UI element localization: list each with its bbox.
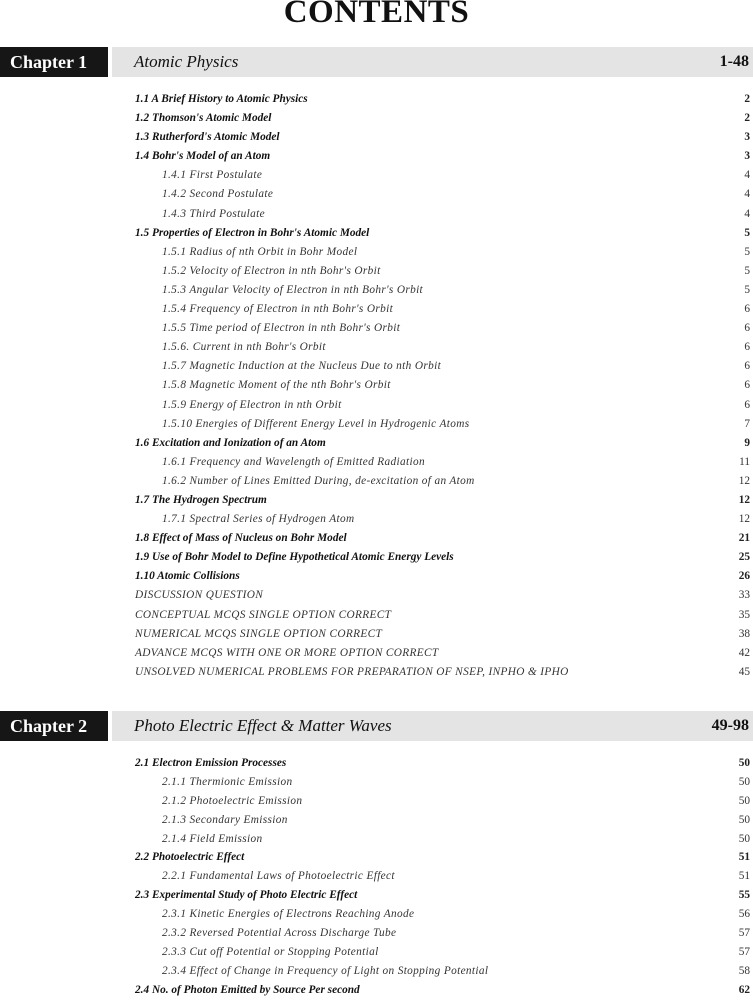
toc-entry bbox=[0, 493, 753, 512]
toc-subentry bbox=[0, 321, 753, 340]
toc-page-number: 7 bbox=[744, 417, 750, 430]
toc-entry-title: 1.5.9 Energy of Electron in nth Orbit bbox=[162, 398, 342, 411]
toc-entry-title: 2.2.1 Fundamental Laws of Photoelectric Effect bbox=[162, 870, 395, 883]
toc-page-number: 2 bbox=[744, 93, 750, 105]
toc-entry bbox=[0, 92, 753, 111]
toc-entry-title: 2.3.4 Effect of Change in Frequency of Light on Stopping Potential bbox=[162, 964, 489, 977]
toc-page-number: 4 bbox=[744, 188, 750, 201]
chapter-page-range: 49-98 bbox=[711, 717, 749, 734]
toc-page-number: 4 bbox=[744, 169, 750, 182]
toc-entry-title: 1.7 The Hydrogen Spectrum bbox=[135, 493, 267, 506]
chapter-section bbox=[0, 711, 753, 1002]
chapter-header bbox=[0, 711, 753, 741]
toc-entry bbox=[0, 608, 753, 627]
toc-subentry bbox=[0, 832, 753, 851]
toc-entry-title: 1.8 Effect of Mass of Nucleus on Bohr Model bbox=[135, 532, 347, 545]
toc-page-number: 3 bbox=[744, 131, 750, 144]
toc-subentry bbox=[0, 794, 753, 813]
toc-entry-title: NUMERICAL MCQS SINGLE OPTION CORRECT bbox=[135, 627, 383, 640]
toc-entry bbox=[0, 850, 753, 869]
toc-page-number: 58 bbox=[738, 964, 750, 977]
toc-subentry bbox=[0, 168, 753, 187]
chapter-title: Photo Electric Effect & Matter Waves bbox=[134, 716, 392, 735]
toc-subentry bbox=[0, 474, 753, 493]
toc-subentry bbox=[0, 417, 753, 436]
toc-page-number: 42 bbox=[738, 646, 750, 659]
toc-page-number: 5 bbox=[744, 245, 750, 258]
toc-entry-title: 1.6 Excitation and Ionization of an Atom bbox=[135, 436, 326, 449]
toc-page-number: 51 bbox=[738, 851, 750, 864]
toc-subentry bbox=[0, 869, 753, 888]
toc-entry-title: 1.4.1 First Postulate bbox=[162, 169, 263, 182]
toc-entry-title: 1.5.8 Magnetic Moment of the nth Bohr's Orbit bbox=[162, 379, 391, 392]
toc-page-number: 50 bbox=[738, 775, 750, 788]
toc-page-number: 56 bbox=[738, 908, 750, 921]
toc-entry bbox=[0, 130, 753, 149]
toc-entry-title: 2.3.1 Kinetic Energies of Electrons Reaching Anode bbox=[162, 908, 415, 921]
toc-entry-title: 1.5.1 Radius of nth Orbit in Bohr Model bbox=[162, 245, 358, 258]
toc-entry bbox=[0, 665, 753, 684]
toc-page-number: 50 bbox=[738, 813, 750, 826]
toc-page-number: 5 bbox=[744, 264, 750, 277]
toc-entry bbox=[0, 550, 753, 569]
toc-entry-title: DISCUSSION QUESTION bbox=[135, 589, 264, 602]
toc-entry bbox=[0, 436, 753, 455]
toc-page-number: 45 bbox=[738, 665, 750, 678]
toc-page-number: 57 bbox=[738, 927, 750, 940]
toc-subentry bbox=[0, 926, 753, 945]
toc-entry-title: 1.9 Use of Bohr Model to Define Hypothetical Atomic Energy Levels bbox=[135, 551, 454, 564]
toc-page-number: 4 bbox=[744, 207, 750, 220]
toc-page-number: 57 bbox=[738, 945, 750, 958]
toc-entry-title: 2.3.2 Reversed Potential Across Discharge Tube bbox=[162, 927, 397, 940]
toc-entry-title: 2.1.3 Secondary Emission bbox=[162, 813, 288, 826]
toc-entry-title: 2.4 No. of Photon Emitted by Source Per second bbox=[135, 983, 360, 996]
toc-page-number: 6 bbox=[744, 360, 750, 373]
toc-entry-title: 1.4.3 Third Postulate bbox=[162, 207, 265, 220]
toc-subentry bbox=[0, 398, 753, 417]
toc-entry-title: 2.1 Electron Emission Processes bbox=[135, 757, 287, 769]
toc-entry-title: 2.3 Experimental Study of Photo Electric Effect bbox=[135, 889, 358, 902]
toc-subentry bbox=[0, 207, 753, 226]
toc-entry-title: 1.4.2 Second Postulate bbox=[162, 188, 274, 201]
toc-entry-title: 1.10 Atomic Collisions bbox=[135, 570, 240, 583]
chapter-title-band bbox=[112, 47, 753, 77]
toc-entry bbox=[0, 149, 753, 168]
toc-entry bbox=[0, 531, 753, 550]
toc-page-number: 50 bbox=[738, 757, 750, 769]
toc-entry bbox=[0, 569, 753, 588]
toc-entry-title: 1.4 Bohr's Model of an Atom bbox=[135, 150, 271, 163]
toc-entry-title: 1.7.1 Spectral Series of Hydrogen Atom bbox=[162, 513, 355, 526]
toc-entry-title: 2.1.1 Thermionic Emission bbox=[162, 775, 293, 788]
toc-entries bbox=[0, 92, 753, 684]
toc-entry-title: 1.5.5 Time period of Electron in nth Bohr's Orbit bbox=[162, 322, 401, 335]
toc-page-number: 25 bbox=[738, 551, 750, 564]
toc-subentry bbox=[0, 455, 753, 474]
toc-subentry bbox=[0, 187, 753, 206]
toc-page-number: 50 bbox=[738, 794, 750, 807]
toc-entry-title: 1.5.4 Frequency of Electron in nth Bohr's Orbit bbox=[162, 303, 394, 316]
toc-entries bbox=[0, 756, 753, 1002]
toc-entry-title: 2.1.4 Field Emission bbox=[162, 832, 263, 845]
toc-page-number: 2 bbox=[744, 112, 750, 125]
toc-subentry bbox=[0, 283, 753, 302]
toc-entry-title: 1.3 Rutherford's Atomic Model bbox=[135, 131, 280, 144]
toc-entry bbox=[0, 226, 753, 245]
toc-subentry bbox=[0, 340, 753, 359]
toc-subentry bbox=[0, 907, 753, 926]
toc-entry bbox=[0, 646, 753, 665]
toc-entry bbox=[0, 983, 753, 1002]
toc-entry bbox=[0, 888, 753, 907]
chapter-title-band bbox=[112, 711, 753, 741]
chapter-label: Chapter 1 bbox=[0, 47, 108, 77]
chapter-title: Atomic Physics bbox=[134, 52, 239, 71]
toc-subentry bbox=[0, 359, 753, 378]
toc-entry-title: 1.2 Thomson's Atomic Model bbox=[135, 112, 272, 125]
toc-page-number: 26 bbox=[738, 570, 750, 583]
toc-entry-title: 2.2 Photoelectric Effect bbox=[135, 851, 245, 864]
toc-entry-title: 2.3.3 Cut off Potential or Stopping Potential bbox=[162, 945, 379, 958]
toc-entry bbox=[0, 756, 753, 775]
toc-page-number: 11 bbox=[739, 455, 750, 468]
chapter-page-range: 1-48 bbox=[719, 53, 749, 70]
toc-subentry bbox=[0, 775, 753, 794]
toc-page-number: 55 bbox=[738, 889, 750, 902]
chapter-section bbox=[0, 47, 753, 684]
toc-page-number: 38 bbox=[738, 627, 750, 640]
toc-page-number: 33 bbox=[738, 589, 750, 602]
toc-page-number: 51 bbox=[738, 870, 750, 883]
toc-subentry bbox=[0, 378, 753, 397]
toc-entry bbox=[0, 588, 753, 607]
toc-entry-title: 1.5.3 Angular Velocity of Electron in nth Bohr's Orbit bbox=[162, 283, 424, 296]
toc-subentry bbox=[0, 813, 753, 832]
toc-entry bbox=[0, 111, 753, 130]
toc-page-number: 50 bbox=[738, 832, 750, 845]
toc-page-number: 5 bbox=[744, 283, 750, 296]
toc-page-number: 3 bbox=[744, 150, 750, 163]
toc-page-number: 6 bbox=[744, 303, 750, 316]
toc-page-number: 12 bbox=[738, 513, 750, 526]
toc-subentry bbox=[0, 302, 753, 321]
toc-page-number: 12 bbox=[738, 474, 750, 487]
toc-page-number: 6 bbox=[744, 322, 750, 335]
page-title: CONTENTS bbox=[283, 0, 470, 30]
toc-entry-title: CONCEPTUAL MCQS SINGLE OPTION CORRECT bbox=[135, 608, 392, 621]
toc-subentry bbox=[0, 245, 753, 264]
toc-entry bbox=[0, 627, 753, 646]
toc-page-number: 35 bbox=[738, 608, 750, 621]
toc-entry-title: 2.1.2 Photoelectric Emission bbox=[162, 794, 303, 807]
toc-page-number: 5 bbox=[744, 226, 750, 239]
toc-page-number: 62 bbox=[738, 983, 750, 996]
toc-entry-title: ADVANCE MCQS WITH ONE OR MORE OPTION CORRECT bbox=[135, 646, 439, 659]
toc-entry-title: 1.5.7 Magnetic Induction at the Nucleus Due to nth Orbit bbox=[162, 360, 442, 373]
toc-page-number: 6 bbox=[744, 341, 750, 354]
toc-entry-title: 1.6.1 Frequency and Wavelength of Emitted Radiation bbox=[162, 455, 425, 468]
toc-page-number: 6 bbox=[744, 379, 750, 392]
toc-entry-title: 1.5 Properties of Electron in Bohr's Atomic Model bbox=[135, 226, 370, 239]
toc-subentry bbox=[0, 945, 753, 964]
toc-subentry bbox=[0, 512, 753, 531]
toc-subentry bbox=[0, 264, 753, 283]
chapter-label: Chapter 2 bbox=[0, 711, 108, 741]
toc-entry-title: 1.1 A Brief History to Atomic Physics bbox=[135, 93, 308, 105]
toc-entry-title: 1.5.10 Energies of Different Energy Level in Hydrogenic Atoms bbox=[162, 417, 470, 430]
toc-page-number: 21 bbox=[738, 532, 750, 545]
toc-entry-title: 1.5.6. Current in nth Bohr's Orbit bbox=[162, 341, 326, 354]
chapter-header bbox=[0, 47, 753, 77]
toc-page-number: 9 bbox=[744, 436, 750, 449]
toc-page-number: 6 bbox=[744, 398, 750, 411]
toc-entry-title: 1.6.2 Number of Lines Emitted During, de-excitation of an Atom bbox=[162, 474, 475, 487]
toc-entry-title: UNSOLVED NUMERICAL PROBLEMS FOR PREPARATION OF NSEP, INPHO & IPHO bbox=[135, 665, 569, 678]
toc-entry-title: 1.5.2 Velocity of Electron in nth Bohr's Orbit bbox=[162, 264, 381, 277]
toc-subentry bbox=[0, 964, 753, 983]
toc-page-number: 12 bbox=[738, 493, 750, 506]
